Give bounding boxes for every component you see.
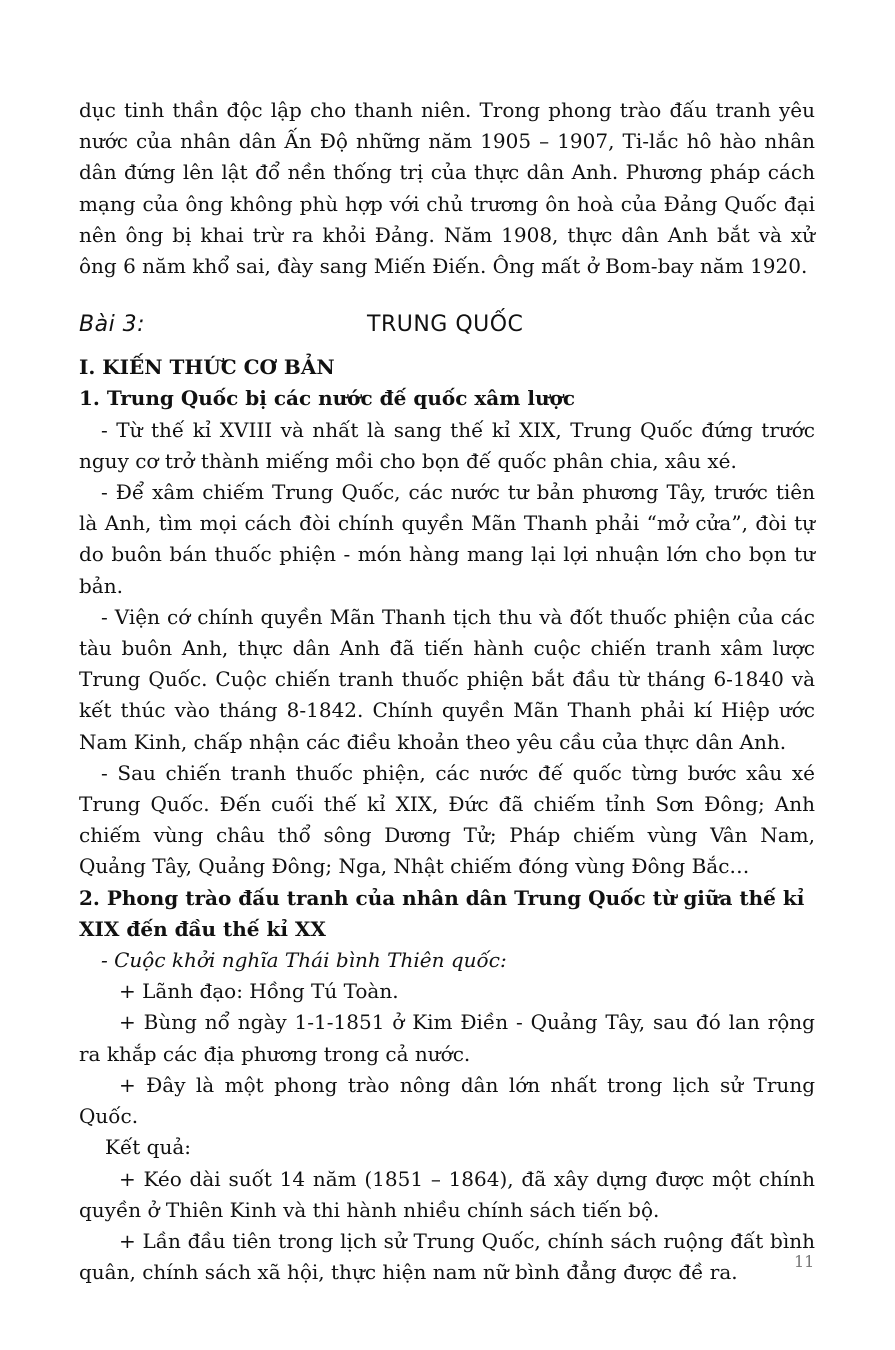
uprising-title: - Cuộc khởi nghĩa Thái bình Thiên quốc: bbox=[101, 948, 507, 973]
paragraph: - Từ thế kỉ XVIII và nhất là sang thế kỉ XIX, Trung Quốc đứng trước nguy cơ trở thành miếng mồi cho bọn đế quốc phân chia, xâu xé. bbox=[79, 417, 815, 473]
bullet-point: + Lãnh đạo: Hồng Tú Toàn. bbox=[119, 979, 399, 1004]
subsection-heading-1: 1. Trung Quốc bị các nước đế quốc xâm lược bbox=[79, 386, 576, 411]
lesson-title: TRUNG QUỐC bbox=[367, 312, 524, 338]
bullet-point: + Bùng nổ ngày 1-1-1851 ở Kim Điền - Quảng Tây, sau đó lan rộng ra khắp các địa phương trong cả nước. bbox=[79, 1010, 815, 1066]
paragraph: - Để xâm chiếm Trung Quốc, các nước tư bản phương Tây, trước tiên là Anh, tìm mọi cách đòi chính quyền Mãn Thanh phải “mở cửa”, đòi tự do buôn bán thuốc phiện - món hàng mang lại lợi nhuận lớn cho bọn tư bản. bbox=[79, 480, 815, 598]
paragraph: - Sau chiến tranh thuốc phiện, các nước đế quốc từng bước xâu xé Trung Quốc. Đến cuối thế kỉ XIX, Đức đã chiếm tỉnh Sơn Đông; Anh chiếm vùng châu thổ sông Dương Tử; Pháp chiếm vùng Vân Nam, Quảng Tây, Quảng Đông; Nga, Nhật chiếm đóng vùng Đông Bắc… bbox=[79, 760, 815, 879]
section-heading-basic-knowledge: I. KIẾN THỨC CƠ BẢN bbox=[79, 355, 335, 380]
page-number: 11 bbox=[794, 1252, 815, 1271]
lesson-label: Bài 3: bbox=[79, 312, 146, 338]
result-label: Kết quả: bbox=[105, 1135, 191, 1160]
lesson-header bbox=[79, 308, 815, 348]
bullet-point: + Lần đầu tiên trong lịch sử Trung Quốc, chính sách ruộng đất bình quân, chính sách xã hội, thực hiện nam nữ bình đẳng được đề ra. bbox=[79, 1228, 815, 1285]
paragraph: - Viện cớ chính quyền Mãn Thanh tịch thu và đốt thuốc phiện của các tàu buôn Anh, thực dân Anh đã tiến hành cuộc chiến tranh xâm lược Trung Quốc. Cuộc chiến tranh thuốc phiện bắt đầu từ tháng 6-1840 và kết thúc vào tháng 8-1842. Chính quyền Mãn Thanh phải kí Hiệp ước Nam Kinh, chấp nhận các điều khoản theo yêu cầu của thực dân Anh. bbox=[79, 604, 815, 754]
bullet-point: + Kéo dài suốt 14 năm (1851 – 1864), đã xây dựng được một chính quyền ở Thiên Kinh và thi hành nhiều chính sách tiến bộ. bbox=[79, 1166, 815, 1222]
bullet-point: + Đây là một phong trào nông dân lớn nhất trong lịch sử Trung Quốc. bbox=[79, 1072, 815, 1129]
intro-paragraph: dục tinh thần độc lập cho thanh niên. Trong phong trào đấu tranh yêu nước của nhân dân Ấn Độ những năm 1905 – 1907, Ti-lắc hô hào nhân dân đứng lên lật đổ nền thống trị của thực dân Anh. Phương pháp cách mạng của ông không phù hợp với chủ trương ôn hoà của Đảng Quốc đại nên ông bị khai trừ ra khỏi Đảng. Năm 1908, thực dân Anh bắt và xử ông 6 năm khổ sai, đày sang Miến Điến. Ông mất ở Bom-bay năm 1920. bbox=[79, 98, 815, 279]
document-page bbox=[79, 95, 815, 1288]
subsection-heading-2: 2. Phong trào đấu tranh của nhân dân Trung Quốc từ giữa thế kỉ XIX đến đầu thế kỉ XX bbox=[79, 885, 805, 941]
